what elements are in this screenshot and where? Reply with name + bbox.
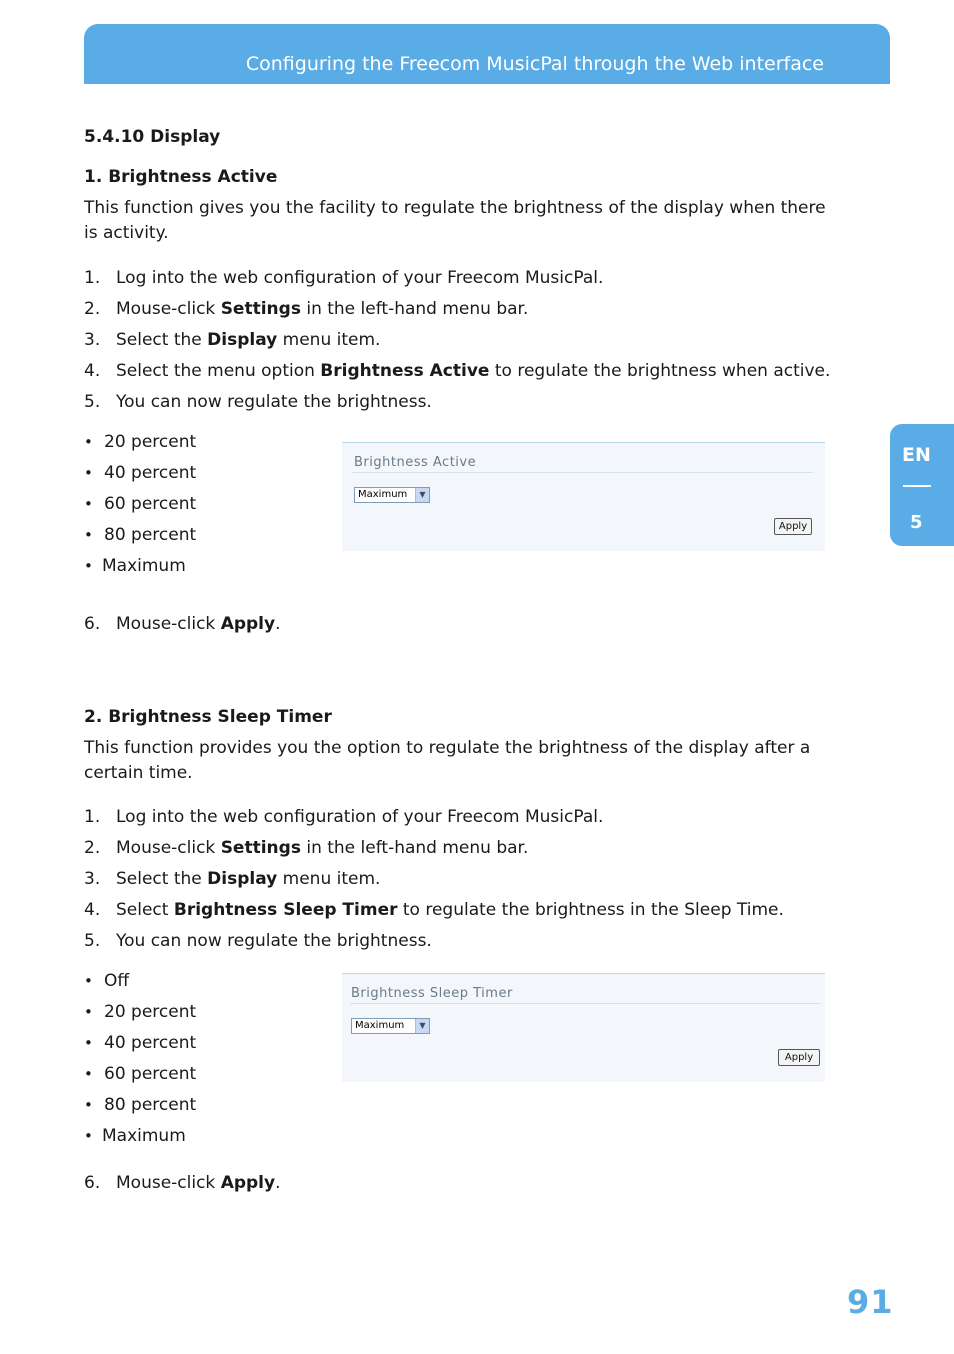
- bullet-dot: •: [84, 972, 93, 990]
- brightness-sleep-option: Off: [104, 971, 130, 991]
- brightness-active-step-number: 1.: [84, 268, 101, 288]
- step-text-plain: Select the: [116, 869, 208, 889]
- step-text-plain: Mouse-click: [116, 1173, 221, 1193]
- bullet-dot: •: [84, 1065, 93, 1083]
- bullet-dot: •: [84, 464, 93, 482]
- step-text-plain: .: [275, 1173, 281, 1193]
- chevron-down-icon[interactable]: ▼: [415, 1019, 429, 1033]
- step-text-plain: You can now regulate the brightness.: [116, 931, 432, 951]
- brightness-sleep-heading: 2. Brightness Sleep Timer: [84, 707, 332, 727]
- panel-divider: [350, 1003, 821, 1004]
- brightness-active-step-number: 5.: [84, 392, 101, 412]
- step-text-plain: You can now regulate the brightness.: [116, 392, 432, 412]
- section-heading: 5.4.10 Display: [84, 127, 221, 147]
- header-title: Configuring the Freecom MusicPal through the Web interface: [245, 53, 824, 75]
- brightness-active-step-text: [116, 390, 432, 415]
- brightness-sleep-option: 20 percent: [104, 1002, 197, 1022]
- brightness-active-step-text: [116, 612, 281, 637]
- brightness-sleep-step-text: [116, 1171, 281, 1196]
- chevron-down-icon[interactable]: ▼: [415, 488, 429, 502]
- select-value: Maximum: [358, 489, 408, 500]
- step-text-plain: Select the menu option: [116, 361, 321, 381]
- brightness-sleep-option: Maximum: [102, 1126, 186, 1146]
- step-text-plain: to regulate the brightness when active.: [489, 361, 831, 381]
- brightness-sleep-intro-line2: certain time.: [84, 763, 193, 783]
- brightness-sleep-step-text: [116, 836, 528, 861]
- step-text-plain: Select: [116, 900, 174, 920]
- brightness-active-intro-line2: is activity.: [84, 223, 169, 243]
- brightness-sleep-panel: [342, 973, 825, 1082]
- language-chapter-tab: [890, 424, 954, 546]
- step-text-plain: to regulate the brightness in the Sleep Time.: [397, 900, 784, 920]
- step-text-bold: Settings: [220, 838, 301, 858]
- panel-divider: [352, 472, 813, 473]
- page-number: 91: [847, 1283, 894, 1321]
- step-text-plain: Select the: [116, 330, 208, 350]
- step-text-bold: Display: [207, 869, 278, 889]
- tab-divider: [903, 485, 931, 487]
- bullet-dot: •: [84, 495, 93, 513]
- brightness-sleep-step-text: [116, 898, 784, 923]
- brightness-active-panel: [342, 442, 825, 551]
- step-text-plain: Mouse-click: [116, 614, 221, 634]
- brightness-active-step-number: 4.: [84, 361, 101, 381]
- brightness-active-heading: 1. Brightness Active: [84, 167, 278, 187]
- panel-title: Brightness Sleep Timer: [351, 986, 513, 1001]
- apply-button[interactable]: Apply: [778, 1049, 820, 1066]
- brightness-sleep-step-number: 2.: [84, 838, 101, 858]
- step-text-plain: .: [275, 614, 281, 634]
- brightness-sleep-option: 60 percent: [104, 1064, 197, 1084]
- step-text-bold: Brightness Sleep Timer: [173, 900, 398, 920]
- brightness-active-step-text: [116, 328, 380, 353]
- brightness-sleep-step-number: 6.: [84, 1173, 101, 1193]
- brightness-sleep-step-number: 5.: [84, 931, 101, 951]
- brightness-sleep-select[interactable]: [351, 1018, 430, 1034]
- brightness-active-intro-line1: This function gives you the facility to regulate the brightness of the display when there: [84, 198, 826, 218]
- step-text-plain: in the left-hand menu bar.: [300, 838, 529, 858]
- brightness-active-select[interactable]: [354, 487, 430, 503]
- panel-title: Brightness Active: [354, 455, 477, 470]
- bullet-dot: •: [84, 433, 93, 451]
- brightness-sleep-option: 40 percent: [104, 1033, 197, 1053]
- step-text-plain: menu item.: [277, 330, 381, 350]
- brightness-active-option: Maximum: [102, 556, 186, 576]
- brightness-sleep-step-number: 4.: [84, 900, 101, 920]
- brightness-sleep-option: 80 percent: [104, 1095, 197, 1115]
- brightness-active-step-text: [116, 359, 830, 384]
- brightness-active-option: 20 percent: [104, 432, 197, 452]
- bullet-dot: •: [84, 557, 93, 575]
- bullet-dot: •: [84, 526, 93, 544]
- header-band: [84, 24, 890, 84]
- brightness-active-step-text: [116, 266, 603, 291]
- step-text-plain: menu item.: [277, 869, 381, 889]
- brightness-active-step-text: [116, 297, 528, 322]
- chapter-number: 5: [910, 512, 923, 533]
- step-text-bold: Display: [207, 330, 278, 350]
- step-text-bold: Apply: [220, 614, 276, 634]
- brightness-sleep-step-text: [116, 805, 603, 830]
- language-label: EN: [902, 444, 931, 466]
- step-text-bold: Brightness Active: [320, 361, 490, 381]
- brightness-active-option: 80 percent: [104, 525, 197, 545]
- step-text-plain: Mouse-click: [116, 838, 221, 858]
- step-text-plain: Mouse-click: [116, 299, 221, 319]
- step-text-plain: Log into the web configuration of your Freecom MusicPal.: [116, 807, 604, 827]
- step-text-plain: Log into the web configuration of your Freecom MusicPal.: [116, 268, 604, 288]
- brightness-active-step-number: 6.: [84, 614, 101, 634]
- brightness-active-option: 60 percent: [104, 494, 197, 514]
- brightness-sleep-step-number: 3.: [84, 869, 101, 889]
- step-text-bold: Settings: [220, 299, 301, 319]
- bullet-dot: •: [84, 1127, 93, 1145]
- brightness-active-step-number: 2.: [84, 299, 101, 319]
- bullet-dot: •: [84, 1003, 93, 1021]
- brightness-active-step-number: 3.: [84, 330, 101, 350]
- brightness-sleep-step-number: 1.: [84, 807, 101, 827]
- brightness-sleep-step-text: [116, 929, 432, 954]
- bullet-dot: •: [84, 1096, 93, 1114]
- step-text-bold: Apply: [220, 1173, 276, 1193]
- select-value: Maximum: [355, 1020, 405, 1031]
- apply-button[interactable]: Apply: [774, 518, 812, 535]
- brightness-active-option: 40 percent: [104, 463, 197, 483]
- brightness-sleep-step-text: [116, 867, 380, 892]
- brightness-sleep-intro-line1: This function provides you the option to regulate the brightness of the display after a: [84, 738, 811, 758]
- bullet-dot: •: [84, 1034, 93, 1052]
- step-text-plain: in the left-hand menu bar.: [300, 299, 529, 319]
